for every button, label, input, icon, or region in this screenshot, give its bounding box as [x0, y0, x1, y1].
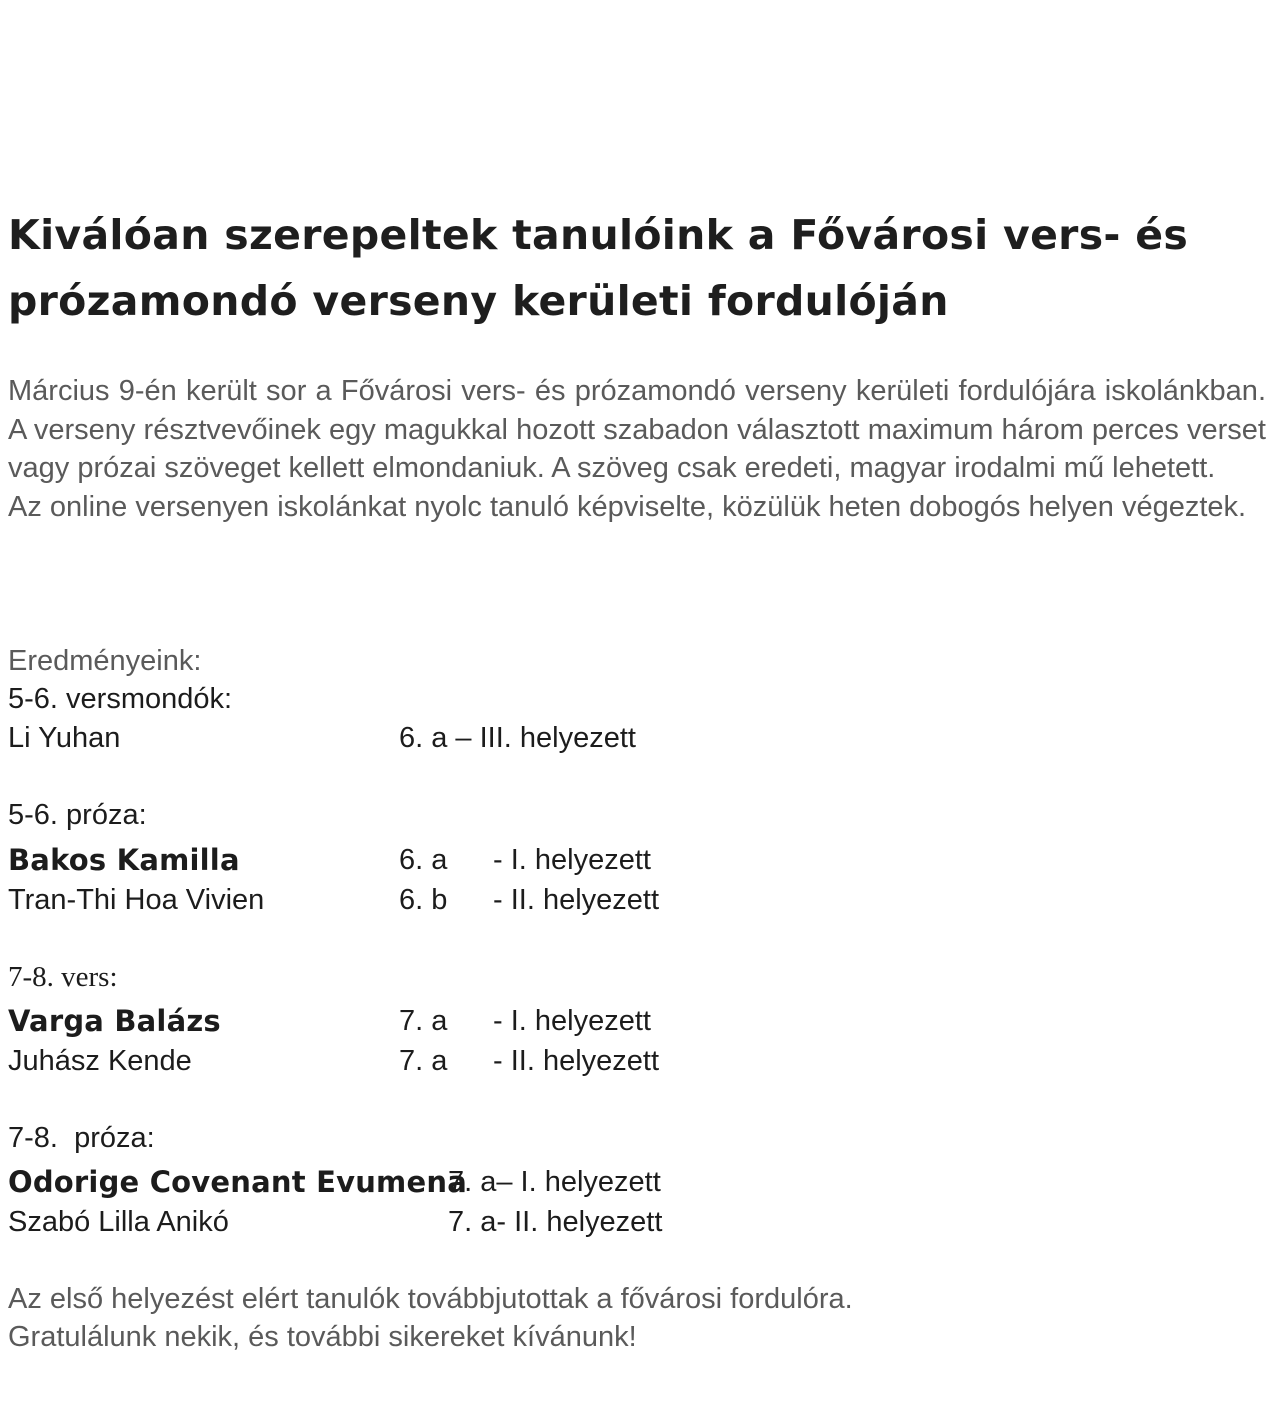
student-name: Odorige Covenant Evumena: [8, 1165, 467, 1199]
student-place: - II. helyezett: [493, 1045, 660, 1077]
student-class-place: 6. a – III. helyezett: [399, 722, 636, 754]
section-label-5-6-vers: 5-6. versmondók:: [8, 683, 233, 715]
student-name: Juhász Kende: [8, 1045, 192, 1077]
student-name: Tran-Thi Hoa Vivien: [8, 884, 265, 916]
student-place: - I. helyezett: [493, 844, 651, 876]
result-row: [8, 841, 808, 880]
article-title: Kiválóan szerepeltek tanulóink a Fővárosi vers- és prózamondó verseny kerületi fordulóján: [8, 211, 1189, 325]
student-name: Bakos Kamilla: [8, 843, 240, 877]
result-row: [8, 1203, 808, 1241]
result-row: [8, 1163, 808, 1202]
student-name: Szabó Lilla Anikó: [8, 1206, 229, 1238]
section-label-7-8-proza: 7-8. próza:: [8, 1122, 155, 1154]
intro-text: [8, 372, 1266, 526]
result-row: [8, 881, 808, 919]
student-name: Varga Balázs: [8, 1004, 221, 1038]
student-class: 7. a: [399, 1005, 448, 1037]
student-class: 6. b: [399, 884, 448, 916]
student-name: Li Yuhan: [8, 722, 121, 754]
closing-text: [8, 1280, 853, 1356]
student-class-place: 7. a– I. helyezett: [448, 1166, 661, 1198]
student-place: - II. helyezett: [493, 884, 660, 916]
student-class: 7. a: [399, 1045, 448, 1077]
result-row: [8, 1002, 808, 1041]
student-class: 6. a: [399, 844, 448, 876]
section-label-7-8-vers: 7-8. vers:: [8, 961, 118, 993]
student-place: - I. helyezett: [493, 1005, 651, 1037]
intro-paragraph-1: Március 9-én került sor a Fővárosi vers- és prózamondó verseny kerületi fordulójára iskolánkban. A verseny résztvevőinek egy magukkal hozott szabadon választott maximum három perces verset vagy prózai szöveget kellett elmondaniuk. A szöveg csak eredeti, magyar irodalmi mű lehetett.: [8, 375, 1266, 484]
intro-paragraph-2: Az online versenyen iskolánkat nyolc tanuló képviselte, közülük heten dobogós helyen végeztek.: [8, 490, 1247, 523]
result-row: [8, 719, 808, 757]
closing-line-2: Gratulálunk nekik, és további sikereket kívánunk!: [8, 1321, 637, 1353]
closing-line-1: Az első helyezést elért tanulók továbbjutottak a fővárosi fordulóra.: [8, 1283, 853, 1315]
result-row: [8, 1042, 808, 1080]
student-class-place: 7. a- II. helyezett: [448, 1206, 663, 1238]
section-label-5-6-proza: 5-6. próza:: [8, 799, 147, 831]
results-heading: Eredményeink:: [8, 645, 202, 677]
